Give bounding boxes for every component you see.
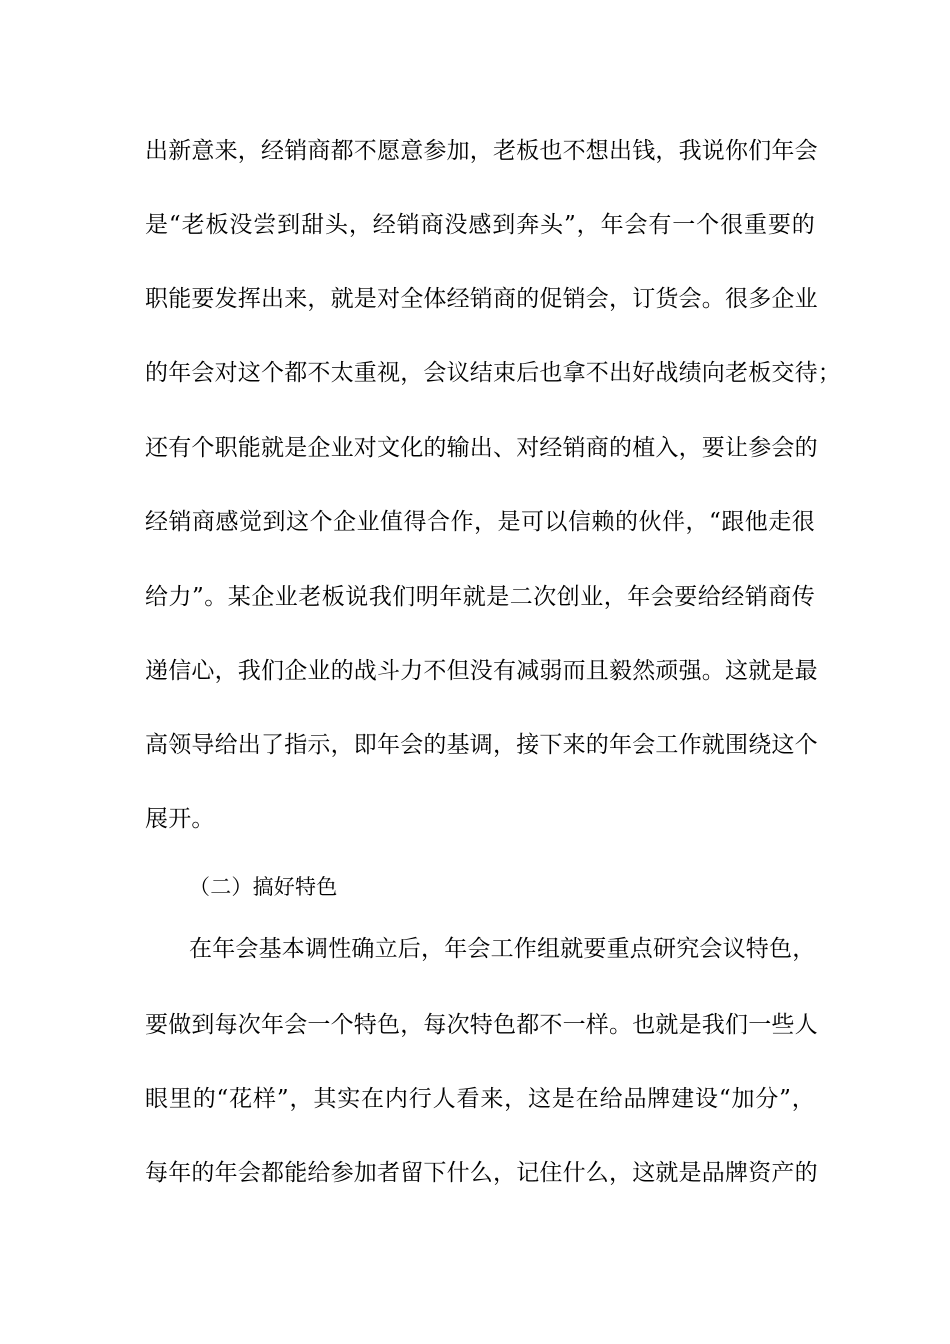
paragraph-2-line-4: 每年的年会都能给参加者留下什么，记住什么，这就是品牌资产的 [145,1160,818,1186]
section-heading: （二）搞好特色 [189,875,338,899]
paragraph-1-line-2: 是“老板没尝到甜头，经销商没感到奔头”，年会有一个很重要的 [145,212,815,238]
paragraph-1-line-3: 职能要发挥出来，就是对全体经销商的促销会，订货会。很多企业 [145,286,818,312]
paragraph-1-line-8: 递信心，我们企业的战斗力不但没有减弱而且毅然顽强。这就是最 [145,658,818,684]
paragraph-2-line-2: 要做到每次年会一个特色，每次特色都不一样。也就是我们一些人 [145,1012,818,1038]
paragraph-1-line-1: 出新意来，经销商都不愿意参加，老板也不想出钱，我说你们年会 [145,138,818,164]
paragraph-1-line-7: 给力”。某企业老板说我们明年就是二次创业，年会要给经销商传 [145,584,815,610]
paragraph-1-line-5: 还有个职能就是企业对文化的输出、对经销商的植入，要让参会的 [145,435,818,461]
paragraph-1-line-6: 经销商感觉到这个企业值得合作，是可以信赖的伙伴，“跟他走很 [145,509,815,535]
paragraph-2-line-3: 眼里的“花样”，其实在内行人看来，这是在给品牌建设“加分”， [145,1086,815,1112]
paragraph-1-line-10: 展开。 [145,806,215,832]
paragraph-1-line-4: 的年会对这个都不太重视，会议结束后也拿不出好战绩向老板交待； [145,360,841,386]
paragraph-1-line-9: 高领导给出了指示，即年会的基调，接下来的年会工作就围绕这个 [145,732,818,758]
paragraph-2-line-1: 在年会基本调性确立后，年会工作组就要重点研究会议特色， [189,936,816,962]
